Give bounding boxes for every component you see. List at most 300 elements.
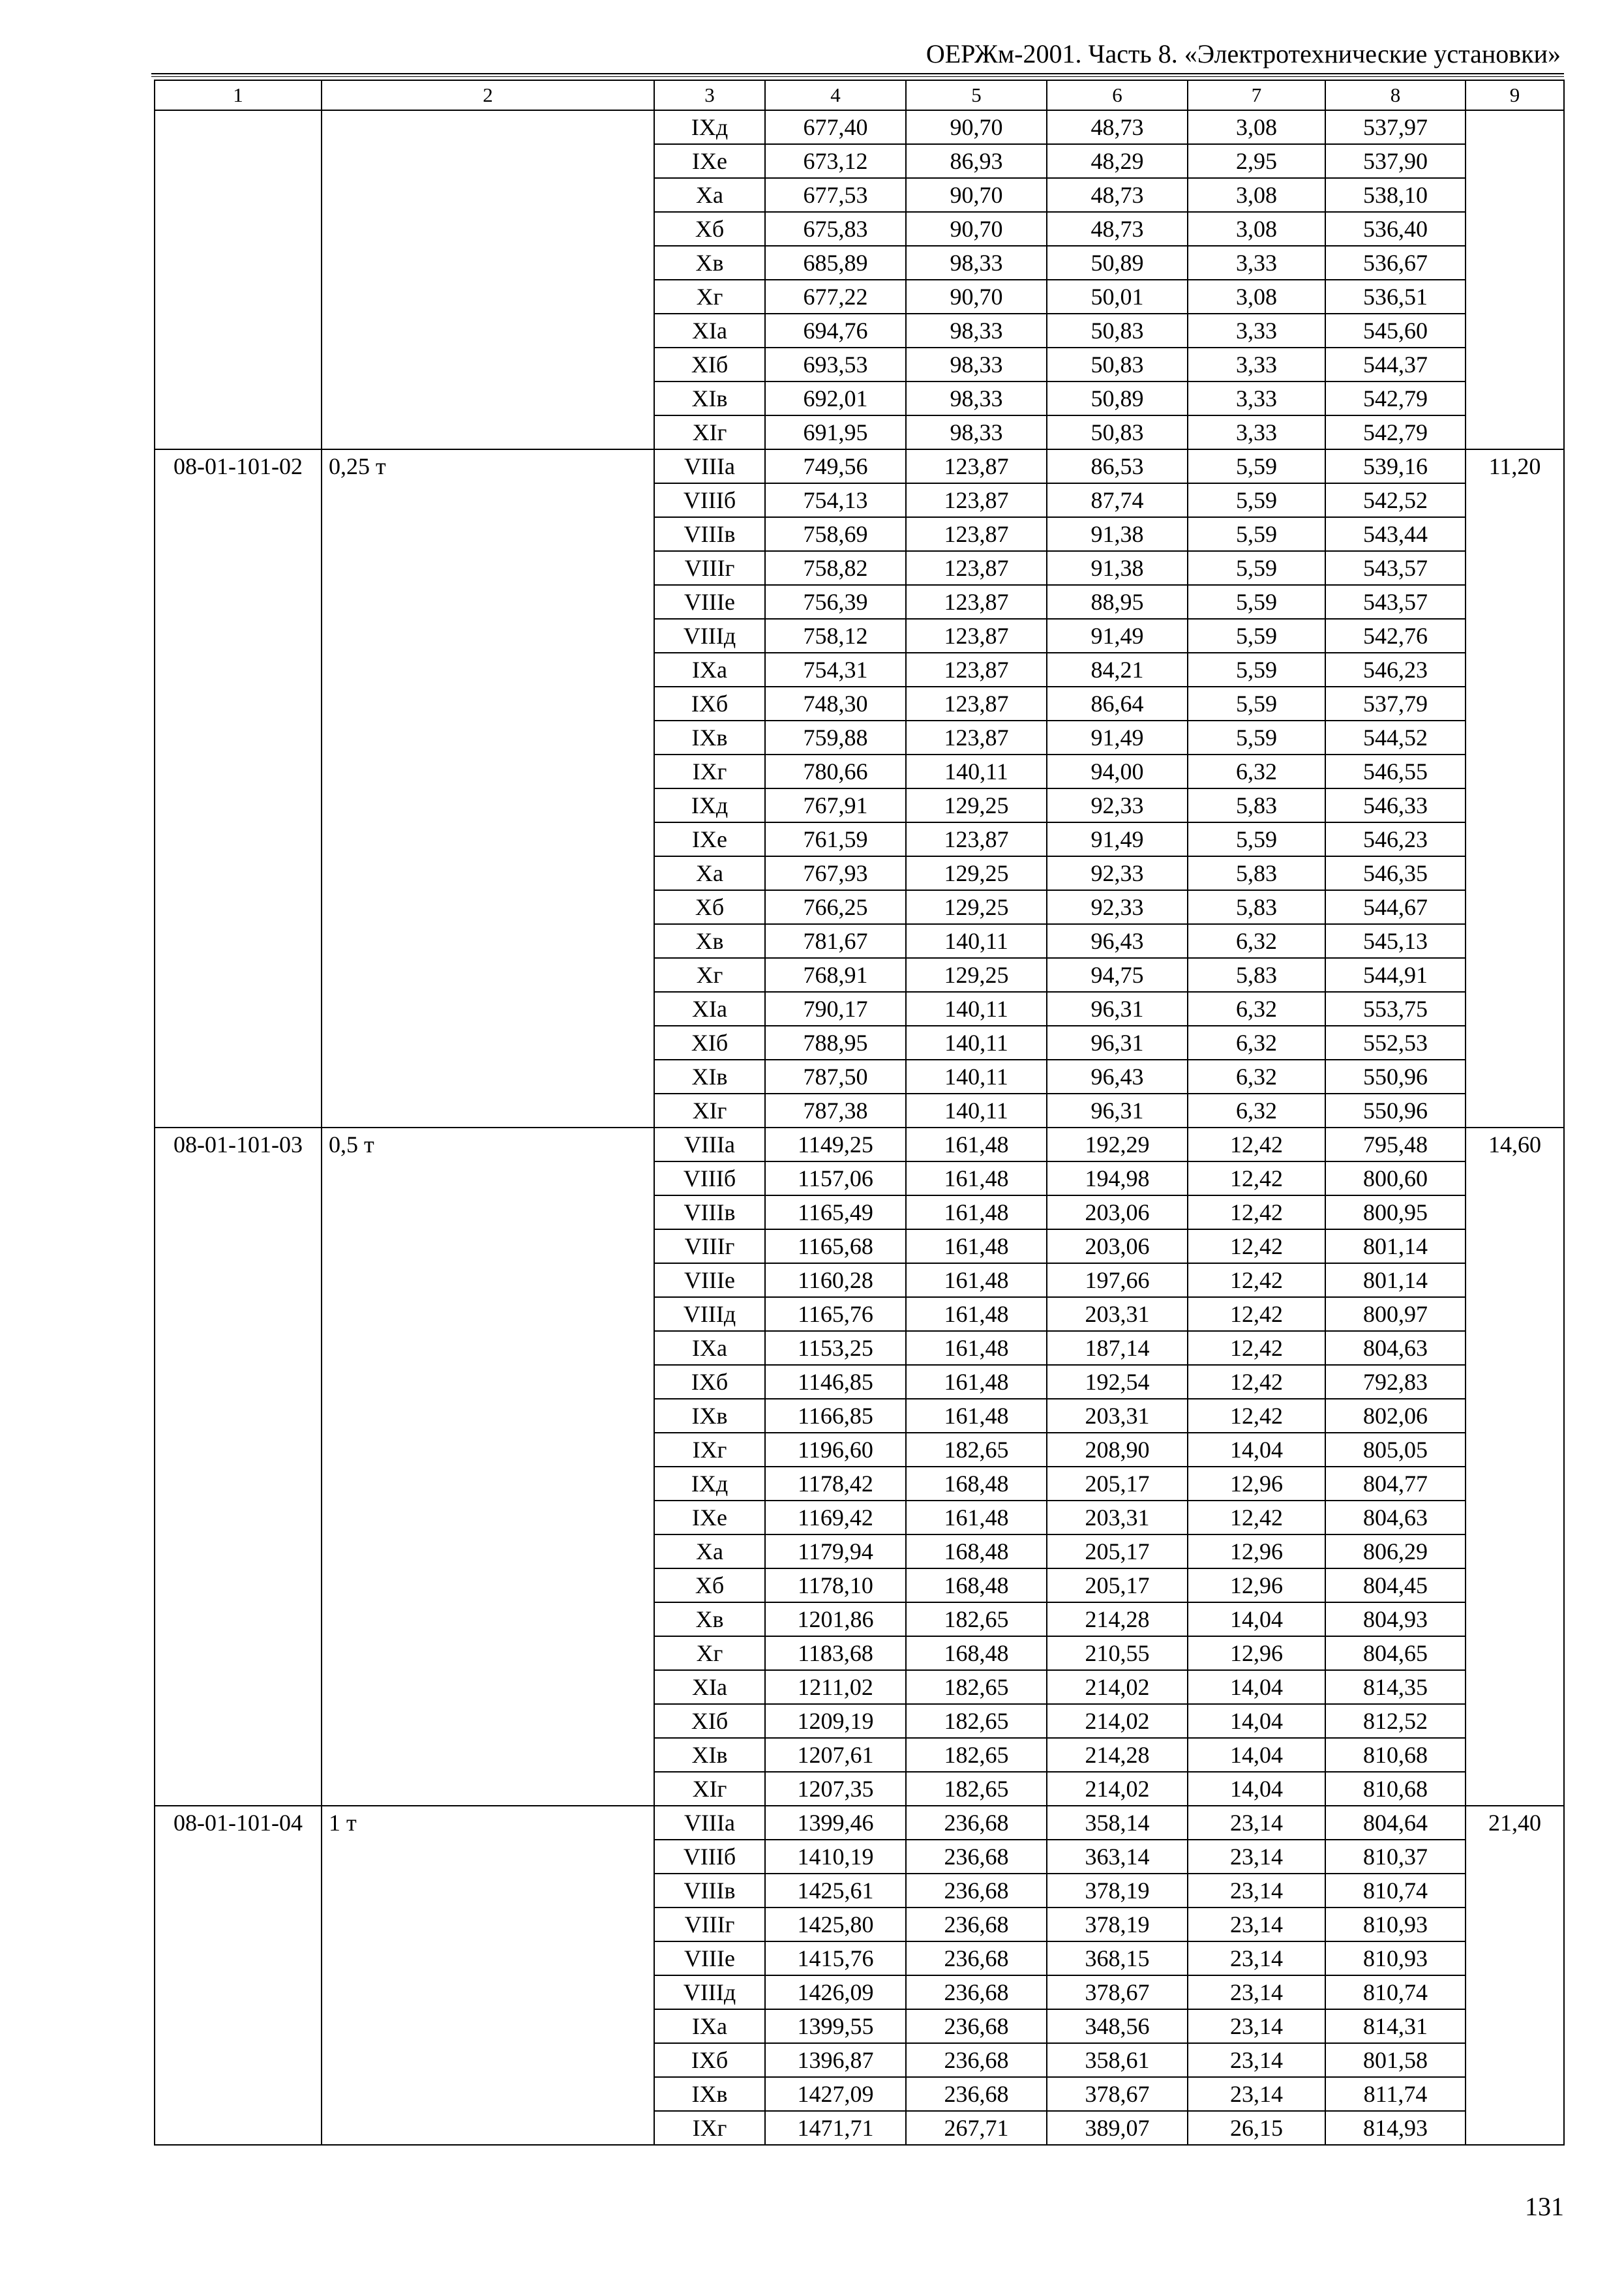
table-cell: 781,67 <box>765 924 906 958</box>
table-cell: 123,87 <box>906 687 1047 721</box>
column-number: 4 <box>765 80 906 110</box>
column-number: 3 <box>654 80 765 110</box>
table-cell: VIIIа <box>654 1806 765 1840</box>
table-cell: VIIIд <box>654 1975 765 2009</box>
table-cell: 537,79 <box>1325 687 1466 721</box>
table-cell: 14,04 <box>1188 1602 1325 1636</box>
table-cell: 788,95 <box>765 1026 906 1060</box>
table-cell: VIIIб <box>654 483 765 517</box>
table-cell: 801,58 <box>1325 2043 1466 2077</box>
table-cell: 96,31 <box>1047 992 1188 1026</box>
table-cell: 537,97 <box>1325 110 1466 144</box>
table-cell: XIв <box>654 1060 765 1094</box>
table-cell: 123,87 <box>906 585 1047 619</box>
table-cell: XIа <box>654 1670 765 1704</box>
table-cell: 168,48 <box>906 1467 1047 1501</box>
table-cell: 91,38 <box>1047 517 1188 551</box>
table-cell: 546,23 <box>1325 822 1466 856</box>
table-cell: 182,65 <box>906 1772 1047 1806</box>
table-cell: IXа <box>654 1331 765 1365</box>
table-cell: 123,87 <box>906 721 1047 755</box>
table-cell: 810,68 <box>1325 1738 1466 1772</box>
table-cell: 12,42 <box>1188 1161 1325 1195</box>
table-cell: Xб <box>654 212 765 246</box>
table-cell: 675,83 <box>765 212 906 246</box>
table-cell: 550,96 <box>1325 1060 1466 1094</box>
table-cell: 140,11 <box>906 1060 1047 1094</box>
table-cell: 129,25 <box>906 958 1047 992</box>
column-number: 2 <box>322 80 654 110</box>
table-cell: 3,33 <box>1188 415 1325 449</box>
table-cell: 358,61 <box>1047 2043 1188 2077</box>
table-cell: 48,29 <box>1047 144 1188 178</box>
table-cell: 378,19 <box>1047 1908 1188 1941</box>
running-header: ОЕРЖм-2001. Часть 8. «Электротехнические установки» <box>925 39 1561 68</box>
column-number: 7 <box>1188 80 1325 110</box>
table-cell: 812,52 <box>1325 1704 1466 1738</box>
table-cell: 804,93 <box>1325 1602 1466 1636</box>
table-cell: VIIIе <box>654 1941 765 1975</box>
table-cell: 5,59 <box>1188 619 1325 653</box>
table-cell: 168,48 <box>906 1636 1047 1670</box>
table-cell: 205,17 <box>1047 1568 1188 1602</box>
table-cell: Xг <box>654 1636 765 1670</box>
table-cell: 236,68 <box>906 2077 1047 2111</box>
table-cell: VIIIа <box>654 1128 765 1161</box>
table-cell: 1183,68 <box>765 1636 906 1670</box>
table-cell: 2,95 <box>1188 144 1325 178</box>
table-cell: 536,67 <box>1325 246 1466 280</box>
table-cell: 182,65 <box>906 1704 1047 1738</box>
table-cell: 187,14 <box>1047 1331 1188 1365</box>
table-cell: 6,32 <box>1188 1026 1325 1060</box>
table-cell: 14,04 <box>1188 1433 1325 1467</box>
table-cell: 378,19 <box>1047 1874 1188 1908</box>
table-cell: XIб <box>654 1026 765 1060</box>
column-9-cell: 11,20 <box>1466 449 1564 1128</box>
table-cell: VIIIб <box>654 1161 765 1195</box>
table-cell: 91,38 <box>1047 551 1188 585</box>
table-cell: 267,71 <box>906 2111 1047 2145</box>
table-cell: 378,67 <box>1047 1975 1188 2009</box>
table-cell: 800,60 <box>1325 1161 1466 1195</box>
rate-code-cell <box>155 110 322 449</box>
table-cell: 5,59 <box>1188 483 1325 517</box>
table-cell: 92,33 <box>1047 788 1188 822</box>
table-cell: Xа <box>654 178 765 212</box>
table-cell: 194,98 <box>1047 1161 1188 1195</box>
table-cell: 6,32 <box>1188 924 1325 958</box>
table-cell: VIIIб <box>654 1840 765 1874</box>
table-cell: VIIIв <box>654 1874 765 1908</box>
table-cell: Xг <box>654 280 765 314</box>
table-cell: 96,31 <box>1047 1026 1188 1060</box>
table-cell: 768,91 <box>765 958 906 992</box>
table-cell: 236,68 <box>906 1874 1047 1908</box>
table-cell: VIIIг <box>654 1229 765 1263</box>
table-cell: 677,22 <box>765 280 906 314</box>
table-cell: 23,14 <box>1188 2077 1325 2111</box>
table-cell: 161,48 <box>906 1297 1047 1331</box>
table-cell: 804,63 <box>1325 1331 1466 1365</box>
table-cell: 804,45 <box>1325 1568 1466 1602</box>
table-cell: 96,31 <box>1047 1094 1188 1128</box>
column-number: 1 <box>155 80 322 110</box>
table-cell: 348,56 <box>1047 2009 1188 2043</box>
table-cell: 1209,19 <box>765 1704 906 1738</box>
table-cell: 123,87 <box>906 517 1047 551</box>
table-cell: 1425,80 <box>765 1908 906 1941</box>
table-cell: IXг <box>654 2111 765 2145</box>
table-cell: 12,42 <box>1188 1501 1325 1534</box>
table-cell: 192,29 <box>1047 1128 1188 1161</box>
table-cell: 236,68 <box>906 2009 1047 2043</box>
table-cell: 23,14 <box>1188 1908 1325 1941</box>
capacity-cell: 0,5 т <box>322 1128 654 1806</box>
table-cell: Xб <box>654 890 765 924</box>
table-cell: 5,59 <box>1188 517 1325 551</box>
table-cell: 12,42 <box>1188 1331 1325 1365</box>
table-cell: IXб <box>654 687 765 721</box>
table-cell: 168,48 <box>906 1534 1047 1568</box>
table-cell: 748,30 <box>765 687 906 721</box>
table-cell: XIг <box>654 1094 765 1128</box>
table-cell: 761,59 <box>765 822 906 856</box>
table-cell: 90,70 <box>906 280 1047 314</box>
table-body <box>155 80 1564 2145</box>
table-cell: Xб <box>654 1568 765 1602</box>
table-cell: VIIIв <box>654 1195 765 1229</box>
table-cell: 1165,68 <box>765 1229 906 1263</box>
table-cell: 123,87 <box>906 653 1047 687</box>
table-cell: 790,17 <box>765 992 906 1026</box>
table-cell: 50,89 <box>1047 246 1188 280</box>
table-cell: 814,31 <box>1325 2009 1466 2043</box>
table-cell: IXв <box>654 721 765 755</box>
column-number: 6 <box>1047 80 1188 110</box>
table-cell: 129,25 <box>906 856 1047 890</box>
table-cell: XIг <box>654 415 765 449</box>
table-cell: 23,14 <box>1188 1840 1325 1874</box>
table-cell: 98,33 <box>906 415 1047 449</box>
table-cell: 123,87 <box>906 449 1047 483</box>
table-cell: 1166,85 <box>765 1399 906 1433</box>
table-cell: IXа <box>654 2009 765 2043</box>
table-cell: 810,93 <box>1325 1941 1466 1975</box>
table-cell: 552,53 <box>1325 1026 1466 1060</box>
table-cell: 12,96 <box>1188 1568 1325 1602</box>
table-cell: IXд <box>654 110 765 144</box>
table-cell: Xа <box>654 856 765 890</box>
table-cell: 214,28 <box>1047 1738 1188 1772</box>
table-cell: 543,57 <box>1325 585 1466 619</box>
table-cell: 12,42 <box>1188 1229 1325 1263</box>
table-cell: 543,57 <box>1325 551 1466 585</box>
table-cell: 1471,71 <box>765 2111 906 2145</box>
table-cell: 545,13 <box>1325 924 1466 958</box>
table-cell: 214,28 <box>1047 1602 1188 1636</box>
table-cell: 203,31 <box>1047 1399 1188 1433</box>
table-cell: 161,48 <box>906 1195 1047 1229</box>
table-cell: IXг <box>654 1433 765 1467</box>
table-cell: IXб <box>654 1365 765 1399</box>
table-cell: 693,53 <box>765 348 906 382</box>
table-cell: 546,23 <box>1325 653 1466 687</box>
table-cell: 804,64 <box>1325 1806 1466 1840</box>
table-cell: 543,44 <box>1325 517 1466 551</box>
table-cell: 692,01 <box>765 382 906 415</box>
table-cell: 800,95 <box>1325 1195 1466 1229</box>
table-cell: 23,14 <box>1188 2043 1325 2077</box>
table-cell: 91,49 <box>1047 822 1188 856</box>
table-cell: 161,48 <box>906 1501 1047 1534</box>
table-cell: 677,40 <box>765 110 906 144</box>
table-cell: 161,48 <box>906 1128 1047 1161</box>
table-cell: VIIIе <box>654 1263 765 1297</box>
table-cell: 3,33 <box>1188 246 1325 280</box>
table-cell: 1427,09 <box>765 2077 906 2111</box>
table-cell: IXе <box>654 144 765 178</box>
rate-code-cell: 08-01-101-04 <box>155 1806 322 2145</box>
table-cell: 810,37 <box>1325 1840 1466 1874</box>
table-cell: 23,14 <box>1188 2009 1325 2043</box>
table-cell: 23,14 <box>1188 1975 1325 2009</box>
table-cell: 805,05 <box>1325 1433 1466 1467</box>
table-cell: IXе <box>654 822 765 856</box>
table-cell: 685,89 <box>765 246 906 280</box>
table-cell: 86,64 <box>1047 687 1188 721</box>
table-cell: XIб <box>654 1704 765 1738</box>
table-cell: 140,11 <box>906 1094 1047 1128</box>
table-cell: 1399,55 <box>765 2009 906 2043</box>
table-cell: 1396,87 <box>765 2043 906 2077</box>
table-cell: 550,96 <box>1325 1094 1466 1128</box>
column-9-cell <box>1466 110 1564 449</box>
table-cell: 3,08 <box>1188 280 1325 314</box>
table-cell: 544,91 <box>1325 958 1466 992</box>
table-cell: XIв <box>654 1738 765 1772</box>
table-cell: 23,14 <box>1188 1874 1325 1908</box>
table-cell: 759,88 <box>765 721 906 755</box>
table-cell: 98,33 <box>906 314 1047 348</box>
table-cell: 236,68 <box>906 1908 1047 1941</box>
table-row <box>155 1128 1564 1161</box>
table-cell: 23,14 <box>1188 1941 1325 1975</box>
table-cell: 787,38 <box>765 1094 906 1128</box>
table-cell: 14,04 <box>1188 1670 1325 1704</box>
table-cell: 5,83 <box>1188 958 1325 992</box>
table-cell: 123,87 <box>906 551 1047 585</box>
table-cell: 192,54 <box>1047 1365 1188 1399</box>
table-cell: 182,65 <box>906 1670 1047 1704</box>
table-cell: 804,65 <box>1325 1636 1466 1670</box>
table-cell: 182,65 <box>906 1738 1047 1772</box>
table-cell: 691,95 <box>765 415 906 449</box>
table-cell: Xа <box>654 1534 765 1568</box>
table-cell: 129,25 <box>906 788 1047 822</box>
column-number: 9 <box>1466 80 1564 110</box>
table-cell: 5,83 <box>1188 856 1325 890</box>
table-cell: 140,11 <box>906 1026 1047 1060</box>
table-cell: 1207,35 <box>765 1772 906 1806</box>
table-cell: 140,11 <box>906 924 1047 958</box>
table-cell: 203,06 <box>1047 1229 1188 1263</box>
table-cell: 96,43 <box>1047 1060 1188 1094</box>
table-cell: 161,48 <box>906 1161 1047 1195</box>
table-cell: 1179,94 <box>765 1534 906 1568</box>
table-cell: 1410,19 <box>765 1840 906 1874</box>
table-cell: 92,33 <box>1047 856 1188 890</box>
table-cell: 802,06 <box>1325 1399 1466 1433</box>
table-cell: 23,14 <box>1188 1806 1325 1840</box>
table-cell: 756,39 <box>765 585 906 619</box>
table-cell: 1196,60 <box>765 1433 906 1467</box>
table-cell: 810,74 <box>1325 1975 1466 2009</box>
table-row <box>155 449 1564 483</box>
table-cell: 214,02 <box>1047 1704 1188 1738</box>
table-cell: 90,70 <box>906 110 1047 144</box>
table-cell: 780,66 <box>765 755 906 788</box>
table-cell: 5,59 <box>1188 653 1325 687</box>
table-cell: 161,48 <box>906 1263 1047 1297</box>
table-cell: 205,17 <box>1047 1467 1188 1501</box>
table-cell: 182,65 <box>906 1433 1047 1467</box>
table-cell: 91,49 <box>1047 721 1188 755</box>
table-cell: 140,11 <box>906 755 1047 788</box>
table-cell: 806,29 <box>1325 1534 1466 1568</box>
table-cell: 129,25 <box>906 890 1047 924</box>
table-cell: Xг <box>654 958 765 992</box>
table-cell: 236,68 <box>906 2043 1047 2077</box>
column-number-row <box>155 80 1564 110</box>
table-cell: 537,90 <box>1325 144 1466 178</box>
table-cell: 92,33 <box>1047 890 1188 924</box>
table-cell: 758,82 <box>765 551 906 585</box>
table-cell: 792,83 <box>1325 1365 1466 1399</box>
table-cell: 98,33 <box>906 382 1047 415</box>
table-cell: 91,49 <box>1047 619 1188 653</box>
table-cell: 553,75 <box>1325 992 1466 1026</box>
table-cell: 12,42 <box>1188 1297 1325 1331</box>
table-cell: IXд <box>654 1467 765 1501</box>
table-cell: 536,51 <box>1325 280 1466 314</box>
table-cell: 804,63 <box>1325 1501 1466 1534</box>
capacity-cell <box>322 110 654 449</box>
table-cell: XIг <box>654 1772 765 1806</box>
table-cell: 14,04 <box>1188 1772 1325 1806</box>
table-cell: 90,70 <box>906 178 1047 212</box>
table-cell: 5,83 <box>1188 890 1325 924</box>
table-cell: 12,96 <box>1188 1636 1325 1670</box>
table-cell: 378,67 <box>1047 2077 1188 2111</box>
table-cell: 203,31 <box>1047 1501 1188 1534</box>
table-cell: 5,59 <box>1188 687 1325 721</box>
table-cell: IXа <box>654 653 765 687</box>
rate-code-cell: 08-01-101-03 <box>155 1128 322 1806</box>
table-cell: 766,25 <box>765 890 906 924</box>
table-cell: 542,79 <box>1325 415 1466 449</box>
table-cell: 767,93 <box>765 856 906 890</box>
table-cell: 677,53 <box>765 178 906 212</box>
table-cell: 758,12 <box>765 619 906 653</box>
table-cell: 539,16 <box>1325 449 1466 483</box>
table-cell: Xв <box>654 1602 765 1636</box>
table-cell: 1169,42 <box>765 1501 906 1534</box>
table-cell: 542,79 <box>1325 382 1466 415</box>
table-cell: 86,93 <box>906 144 1047 178</box>
table-cell: 1207,61 <box>765 1738 906 1772</box>
table-cell: 236,68 <box>906 1806 1047 1840</box>
column-9-cell: 21,40 <box>1466 1806 1564 2145</box>
rate-code-cell: 08-01-101-02 <box>155 449 322 1128</box>
table-cell: 98,33 <box>906 246 1047 280</box>
table-cell: 203,31 <box>1047 1297 1188 1331</box>
table-cell: 3,08 <box>1188 110 1325 144</box>
table-cell: VIIIд <box>654 619 765 653</box>
table-cell: IXе <box>654 1501 765 1534</box>
table-cell: 203,06 <box>1047 1195 1188 1229</box>
table-cell: VIIIе <box>654 585 765 619</box>
table-cell: 673,12 <box>765 144 906 178</box>
table-cell: 810,74 <box>1325 1874 1466 1908</box>
table-cell: 161,48 <box>906 1399 1047 1433</box>
header-rule <box>151 73 1564 77</box>
table-cell: 1178,10 <box>765 1568 906 1602</box>
table-cell: 48,73 <box>1047 110 1188 144</box>
table-cell: 5,59 <box>1188 721 1325 755</box>
table-cell: 1415,76 <box>765 1941 906 1975</box>
table-cell: 546,55 <box>1325 755 1466 788</box>
table-cell: 542,52 <box>1325 483 1466 517</box>
table-cell: 694,76 <box>765 314 906 348</box>
table-cell: 814,93 <box>1325 2111 1466 2145</box>
table-cell: 3,33 <box>1188 348 1325 382</box>
table-cell: 536,40 <box>1325 212 1466 246</box>
table-cell: IXв <box>654 1399 765 1433</box>
table-cell: 758,69 <box>765 517 906 551</box>
table-cell: 3,33 <box>1188 382 1325 415</box>
table-cell: 12,42 <box>1188 1263 1325 1297</box>
table-cell: 5,83 <box>1188 788 1325 822</box>
table-cell: 545,60 <box>1325 314 1466 348</box>
table-cell: 84,21 <box>1047 653 1188 687</box>
table-cell: 6,32 <box>1188 1094 1325 1128</box>
table-cell: 161,48 <box>906 1365 1047 1399</box>
table-cell: 94,75 <box>1047 958 1188 992</box>
table-cell: 368,15 <box>1047 1941 1188 1975</box>
table-cell: 48,73 <box>1047 178 1188 212</box>
table-cell: 754,13 <box>765 483 906 517</box>
table-cell: 1426,09 <box>765 1975 906 2009</box>
table-cell: 12,42 <box>1188 1195 1325 1229</box>
table-cell: VIIIд <box>654 1297 765 1331</box>
table-cell: 544,67 <box>1325 890 1466 924</box>
column-number: 5 <box>906 80 1047 110</box>
table-cell: 363,14 <box>1047 1840 1188 1874</box>
capacity-cell: 1 т <box>322 1806 654 2145</box>
table-cell: 1153,25 <box>765 1331 906 1365</box>
table-cell: 26,15 <box>1188 2111 1325 2145</box>
table-cell: 3,33 <box>1188 314 1325 348</box>
table-cell: 546,35 <box>1325 856 1466 890</box>
table-cell: 123,87 <box>906 822 1047 856</box>
table-cell: 12,42 <box>1188 1365 1325 1399</box>
table-cell: 214,02 <box>1047 1772 1188 1806</box>
capacity-cell: 0,25 т <box>322 449 654 1128</box>
table-cell: 50,83 <box>1047 348 1188 382</box>
table-cell: 236,68 <box>906 1840 1047 1874</box>
table-cell: 210,55 <box>1047 1636 1188 1670</box>
